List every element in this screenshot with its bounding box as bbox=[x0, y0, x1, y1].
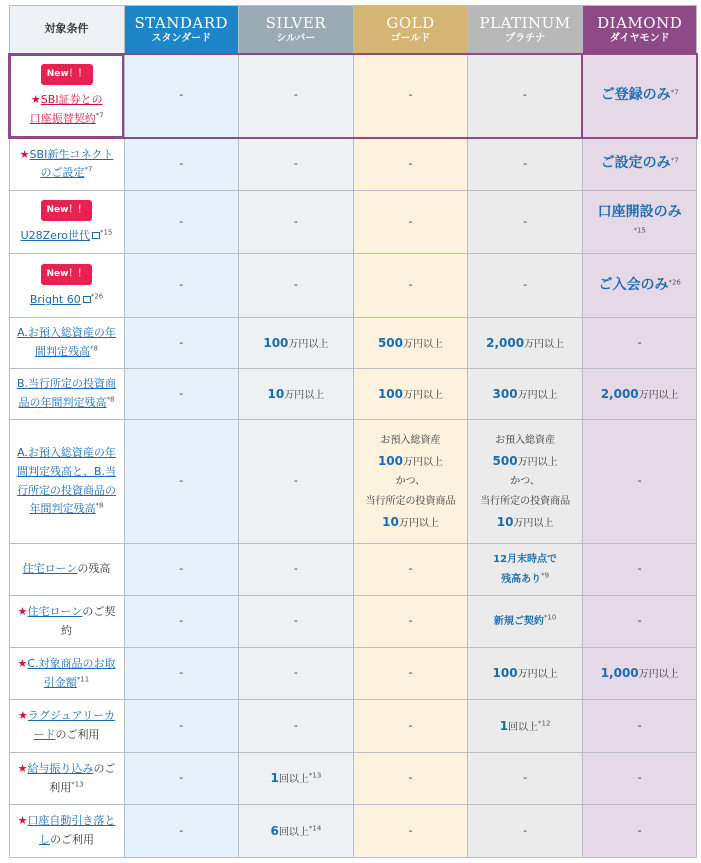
amount-number: 100 bbox=[492, 666, 518, 681]
star-icon: ★ bbox=[18, 709, 28, 723]
cell-platinum bbox=[468, 648, 583, 700]
row-a-assets bbox=[9, 318, 697, 369]
cell-silver bbox=[239, 805, 354, 858]
external-window-icon bbox=[92, 232, 100, 239]
platinum-line: 残高あり bbox=[501, 573, 542, 585]
row-salary bbox=[9, 753, 697, 805]
cell-silver bbox=[239, 544, 354, 596]
condition-header: 対象条件 bbox=[9, 6, 124, 54]
dash: - bbox=[293, 156, 298, 170]
cell-silver bbox=[239, 318, 354, 369]
footnote: *26 bbox=[90, 292, 104, 300]
cell-gold bbox=[353, 805, 468, 858]
dash: - bbox=[179, 614, 184, 628]
tier-conditions-table-wrapper bbox=[8, 5, 696, 858]
link-text: し bbox=[39, 833, 50, 846]
combo-text: かつ、 bbox=[510, 475, 540, 487]
cell-diamond bbox=[582, 191, 697, 254]
link-text: 口座自動引き落と bbox=[27, 814, 116, 828]
link-text: ード bbox=[33, 728, 56, 741]
amount-number: 1 bbox=[270, 771, 279, 786]
link-text: C.対象商品のお取 bbox=[27, 656, 116, 670]
cell-standard bbox=[124, 191, 239, 254]
condition-text: のご bbox=[93, 761, 116, 775]
amount-number: 6 bbox=[270, 823, 279, 838]
dash: - bbox=[408, 278, 413, 292]
cell-silver bbox=[239, 138, 354, 191]
cell-gold bbox=[353, 369, 468, 420]
dash: - bbox=[523, 771, 528, 785]
condition-cell bbox=[9, 700, 124, 753]
condition-cell bbox=[9, 318, 124, 369]
dash: - bbox=[637, 614, 642, 628]
tier-jp-label: スタンダード bbox=[151, 33, 212, 45]
amount-number: 100 bbox=[263, 335, 289, 350]
row-sbi-connect bbox=[9, 138, 697, 191]
tier-header-diamond bbox=[582, 6, 697, 54]
cell-gold bbox=[353, 420, 468, 544]
amount-number: 100 bbox=[377, 386, 404, 401]
link-text: 品の年間判定残高 bbox=[18, 396, 107, 409]
link-text: 間判定残高と、B.当 bbox=[16, 464, 117, 478]
bright60-link[interactable]: Bright 60 bbox=[29, 292, 81, 306]
amount-unit: 万円以上 bbox=[638, 389, 679, 401]
amount-number: 10 bbox=[267, 386, 285, 401]
dash: - bbox=[523, 823, 528, 837]
cell-silver bbox=[239, 700, 354, 753]
row-bright60 bbox=[9, 254, 697, 318]
amount-unit: 回以上 bbox=[508, 721, 539, 733]
cell-gold bbox=[353, 596, 468, 648]
footnote: *8 bbox=[90, 344, 98, 353]
cell-standard bbox=[124, 254, 239, 318]
combo-text: 当行所定の投資商品 bbox=[480, 495, 571, 507]
link-text: 年間判定残高 bbox=[29, 502, 96, 516]
amount-value bbox=[493, 666, 558, 680]
tier-jp-label: ゴールド bbox=[390, 33, 431, 45]
combo-text: 当行所定の投資商品 bbox=[365, 495, 456, 507]
link-text: B.当行所定の投資商 bbox=[16, 377, 117, 391]
dash: - bbox=[408, 214, 413, 228]
footnote: *7 bbox=[670, 87, 679, 96]
condition-cell bbox=[9, 596, 124, 648]
amount-value bbox=[468, 451, 582, 471]
cell-gold bbox=[353, 700, 468, 753]
home-loan-link[interactable]: 住宅ローン bbox=[22, 562, 78, 576]
diamond-value: ご登録のみ bbox=[600, 86, 671, 103]
amount-value bbox=[601, 387, 679, 401]
cell-silver bbox=[239, 191, 354, 254]
footnote: *11 bbox=[76, 674, 90, 683]
cell-platinum bbox=[468, 138, 583, 191]
dash: - bbox=[637, 474, 642, 488]
link-text: A.お預入総資産の年 bbox=[17, 326, 116, 340]
combo-text: お預入総資産 bbox=[495, 435, 556, 447]
footnote: *26 bbox=[668, 277, 681, 286]
link-text: 行所定の投資商品の bbox=[17, 483, 116, 497]
amount-value bbox=[268, 387, 325, 401]
cell-standard bbox=[124, 54, 239, 138]
amount-unit: 万円以上 bbox=[517, 389, 558, 401]
amount-value bbox=[354, 451, 468, 471]
dash: - bbox=[408, 823, 413, 837]
amount-value bbox=[263, 336, 328, 350]
cell-standard bbox=[124, 420, 239, 544]
amount-number: 300 bbox=[492, 386, 518, 401]
condition-text: 利用 bbox=[49, 780, 72, 794]
dash: - bbox=[293, 614, 298, 628]
amount-number: 500 bbox=[377, 335, 404, 350]
amount-value bbox=[468, 512, 582, 532]
dash: - bbox=[179, 278, 184, 292]
cell-diamond bbox=[582, 648, 697, 700]
dash: - bbox=[523, 214, 528, 228]
cell-diamond bbox=[582, 369, 697, 420]
cell-platinum bbox=[468, 700, 583, 753]
cell-standard bbox=[124, 753, 239, 805]
external-window-icon bbox=[83, 296, 91, 303]
amount-number: 10 bbox=[382, 514, 399, 529]
combo-text: お預入総資産 bbox=[380, 435, 441, 447]
dash: - bbox=[408, 562, 413, 576]
cell-platinum bbox=[468, 369, 583, 420]
cell-diamond bbox=[582, 753, 697, 805]
cell-gold bbox=[353, 54, 468, 138]
amount-unit: 万円以上 bbox=[638, 669, 679, 681]
dash: - bbox=[408, 156, 413, 170]
star-icon: ★ bbox=[30, 93, 41, 107]
row-home-loan-balance bbox=[9, 544, 697, 596]
cell-silver bbox=[239, 753, 354, 805]
dash: - bbox=[179, 666, 184, 680]
amount-number: 100 bbox=[377, 454, 404, 469]
condition-cell bbox=[9, 805, 124, 858]
cell-silver bbox=[239, 54, 354, 138]
cell-platinum bbox=[468, 753, 583, 805]
cell-gold bbox=[353, 753, 468, 805]
dash: - bbox=[637, 771, 642, 785]
cell-gold bbox=[353, 544, 468, 596]
dash: - bbox=[293, 214, 298, 228]
dash: - bbox=[408, 718, 413, 732]
cell-platinum bbox=[468, 318, 583, 369]
cell-diamond bbox=[582, 596, 697, 648]
cell-platinum bbox=[468, 596, 583, 648]
condition-cell bbox=[9, 191, 124, 254]
condition-cell bbox=[9, 254, 124, 318]
cell-gold bbox=[353, 648, 468, 700]
tier-header-standard bbox=[124, 6, 239, 54]
tier-en-label: STANDARD bbox=[134, 14, 229, 33]
u28-link[interactable]: U28Zero世代 bbox=[20, 229, 90, 243]
cell-silver bbox=[239, 420, 354, 544]
tier-conditions-table bbox=[8, 5, 698, 858]
dash: - bbox=[179, 823, 184, 837]
dash: - bbox=[179, 771, 184, 785]
dash: - bbox=[637, 562, 642, 576]
amount-unit: 万円以上 bbox=[398, 517, 439, 529]
tier-header-gold bbox=[353, 6, 468, 54]
condition-cell bbox=[9, 420, 124, 544]
dash: - bbox=[293, 718, 298, 732]
condition-text: 約 bbox=[61, 623, 72, 637]
link-text: A.お預入総資産の年 bbox=[17, 446, 116, 460]
dash: - bbox=[523, 156, 528, 170]
tier-jp-label: シルバー bbox=[276, 33, 316, 45]
footnote: *8 bbox=[95, 501, 104, 510]
sbi-securities-link[interactable] bbox=[30, 93, 103, 125]
row-auto-debit bbox=[9, 805, 697, 858]
cell-diamond bbox=[582, 254, 697, 318]
sbi-connect-link[interactable] bbox=[30, 148, 114, 180]
amount-number: 500 bbox=[492, 454, 518, 469]
amount-value bbox=[378, 387, 443, 401]
amount-number: 2,000 bbox=[600, 386, 639, 401]
cell-standard bbox=[124, 700, 239, 753]
footnote: *9 bbox=[541, 570, 550, 579]
star-icon: ★ bbox=[17, 761, 28, 775]
condition-cell bbox=[9, 544, 124, 596]
platinum-text bbox=[493, 554, 557, 585]
dash: - bbox=[408, 666, 413, 680]
header-row bbox=[9, 6, 697, 54]
cell-platinum bbox=[468, 191, 583, 254]
cell-gold bbox=[353, 138, 468, 191]
platinum-line: 12月末時点で bbox=[493, 553, 558, 565]
cell-gold bbox=[353, 318, 468, 369]
footnote: *15 bbox=[633, 225, 646, 234]
amount-unit: 回以上 bbox=[278, 774, 309, 786]
star-icon: ★ bbox=[17, 814, 28, 828]
row-ab-both bbox=[9, 420, 697, 544]
footnote: *10 bbox=[543, 612, 557, 621]
cell-diamond bbox=[582, 318, 697, 369]
dash: - bbox=[179, 335, 184, 349]
link-text: 間判定残高 bbox=[35, 345, 91, 358]
dash: - bbox=[637, 823, 642, 837]
amount-unit: 万円以上 bbox=[403, 338, 444, 350]
link-text: 口座振替契約 bbox=[29, 112, 96, 125]
condition-text: のご利用 bbox=[55, 728, 100, 741]
amount-value bbox=[493, 387, 558, 401]
amount-value bbox=[500, 719, 538, 733]
amount-unit: 万円以上 bbox=[288, 338, 329, 350]
row-u28 bbox=[9, 191, 697, 254]
footnote: *13 bbox=[71, 779, 84, 788]
amount-unit: 万円以上 bbox=[524, 338, 565, 350]
dash: - bbox=[522, 88, 527, 102]
row-home-loan-contract bbox=[9, 596, 697, 648]
cell-silver bbox=[239, 369, 354, 420]
a-assets-link[interactable] bbox=[17, 326, 116, 358]
footnote: *15 bbox=[99, 228, 113, 237]
amount-number: 1 bbox=[499, 718, 509, 733]
amount-unit: 万円以上 bbox=[284, 389, 325, 401]
link-text: 引金額 bbox=[43, 675, 77, 689]
amount-value bbox=[271, 771, 309, 785]
condition-cell bbox=[9, 369, 124, 420]
condition-text: のご利用 bbox=[50, 833, 94, 846]
cell-standard bbox=[124, 648, 239, 700]
dash: - bbox=[293, 88, 298, 102]
star-icon: ★ bbox=[17, 656, 28, 670]
amount-value bbox=[486, 336, 564, 350]
diamond-value: ご設定のみ bbox=[600, 155, 671, 172]
link-text: ラグジュアリーカ bbox=[27, 709, 115, 723]
condition-cell bbox=[9, 648, 124, 700]
cell-standard bbox=[124, 596, 239, 648]
dash: - bbox=[523, 278, 528, 292]
b-invest-link[interactable] bbox=[17, 377, 116, 409]
dash: - bbox=[637, 335, 642, 349]
amount-unit: 万円以上 bbox=[517, 669, 558, 681]
dash: - bbox=[408, 614, 413, 628]
dash: - bbox=[179, 156, 184, 170]
cell-gold bbox=[353, 191, 468, 254]
dash: - bbox=[293, 666, 298, 680]
cell-diamond bbox=[582, 544, 697, 596]
tier-jp-label: プラチナ bbox=[505, 33, 546, 45]
cell-silver bbox=[239, 596, 354, 648]
footnote: *14 bbox=[308, 824, 322, 832]
tier-en-label: SILVER bbox=[265, 14, 327, 33]
star-icon: ★ bbox=[19, 147, 30, 161]
amount-unit: 万円以上 bbox=[513, 517, 554, 529]
condition-cell bbox=[9, 753, 124, 805]
cell-standard bbox=[124, 369, 239, 420]
amount-unit: 万円以上 bbox=[403, 457, 444, 469]
amount-value bbox=[378, 336, 443, 350]
home-loan-contract-link[interactable]: 住宅ローン bbox=[27, 604, 83, 618]
tier-en-label: DIAMOND bbox=[597, 14, 683, 33]
cell-diamond bbox=[582, 700, 697, 753]
amount-value bbox=[601, 666, 679, 680]
dash: - bbox=[179, 718, 184, 732]
footnote: *7 bbox=[670, 156, 679, 165]
dash: - bbox=[179, 562, 184, 576]
row-sbi-securities bbox=[9, 54, 697, 138]
cell-diamond bbox=[582, 54, 697, 138]
cell-standard bbox=[124, 138, 239, 191]
row-luxury-card bbox=[9, 700, 697, 753]
cell-standard bbox=[124, 318, 239, 369]
amount-value bbox=[271, 824, 309, 838]
row-c-trade bbox=[9, 648, 697, 700]
dash: - bbox=[179, 214, 184, 228]
cell-diamond bbox=[582, 805, 697, 858]
amount-unit: 万円以上 bbox=[517, 457, 558, 469]
new-badge: New！！ bbox=[41, 264, 93, 285]
platinum-text: 新規ご契約 bbox=[493, 615, 544, 627]
amount-unit: 万円以上 bbox=[403, 389, 444, 401]
new-badge: New！！ bbox=[41, 200, 93, 221]
diamond-value: 口座開設のみ bbox=[597, 203, 682, 220]
footnote: *12 bbox=[538, 719, 551, 727]
dash: - bbox=[179, 386, 184, 400]
cell-platinum bbox=[468, 420, 583, 544]
link-text: SBI証券との bbox=[40, 93, 103, 107]
link-text: のご設定 bbox=[40, 166, 85, 180]
link-text: SBI新生コネクト bbox=[29, 147, 114, 161]
cell-silver bbox=[239, 648, 354, 700]
c-trade-link[interactable] bbox=[27, 657, 115, 689]
dash: - bbox=[179, 88, 184, 102]
cell-standard bbox=[124, 544, 239, 596]
dash: - bbox=[408, 771, 413, 785]
cell-platinum bbox=[468, 544, 583, 596]
cell-gold bbox=[353, 254, 468, 318]
tier-header-silver bbox=[239, 6, 354, 54]
combo-text: かつ、 bbox=[395, 475, 426, 487]
cell-platinum bbox=[468, 805, 583, 858]
dash: - bbox=[637, 718, 642, 732]
amount-number: 10 bbox=[496, 514, 514, 529]
dash: - bbox=[293, 474, 298, 488]
condition-cell bbox=[9, 138, 124, 191]
new-badge: New！！ bbox=[41, 64, 93, 85]
amount-unit: 回以上 bbox=[278, 826, 309, 838]
dash: - bbox=[408, 88, 413, 102]
cell-silver bbox=[239, 254, 354, 318]
condition-text: の残高 bbox=[77, 562, 111, 576]
amount-number: 1,000 bbox=[600, 666, 639, 681]
dash: - bbox=[179, 474, 184, 488]
amount-value bbox=[354, 512, 468, 532]
dash: - bbox=[293, 562, 298, 576]
star-icon: ★ bbox=[17, 604, 28, 618]
condition-cell bbox=[9, 54, 124, 138]
tier-jp-label: ダイヤモンド bbox=[609, 33, 670, 45]
cell-diamond bbox=[582, 138, 697, 191]
diamond-value: ご入会のみ bbox=[598, 276, 669, 293]
footnote: *8 bbox=[106, 395, 115, 404]
cell-platinum bbox=[468, 54, 583, 138]
salary-link[interactable]: 給与振り込み bbox=[27, 761, 94, 775]
tier-en-label: PLATINUM bbox=[479, 14, 571, 33]
amount-number: 2,000 bbox=[486, 335, 525, 350]
row-b-invest bbox=[9, 369, 697, 420]
cell-diamond bbox=[582, 420, 697, 544]
condition-text: のご契 bbox=[82, 604, 116, 618]
tier-header-platinum bbox=[468, 6, 583, 54]
dash: - bbox=[293, 278, 298, 292]
tier-en-label: GOLD bbox=[386, 14, 435, 33]
cell-standard bbox=[124, 805, 239, 858]
footnote: *13 bbox=[308, 771, 322, 780]
cell-platinum bbox=[468, 254, 583, 318]
footnote: *7 bbox=[95, 111, 104, 120]
footnote: *7 bbox=[84, 165, 93, 174]
